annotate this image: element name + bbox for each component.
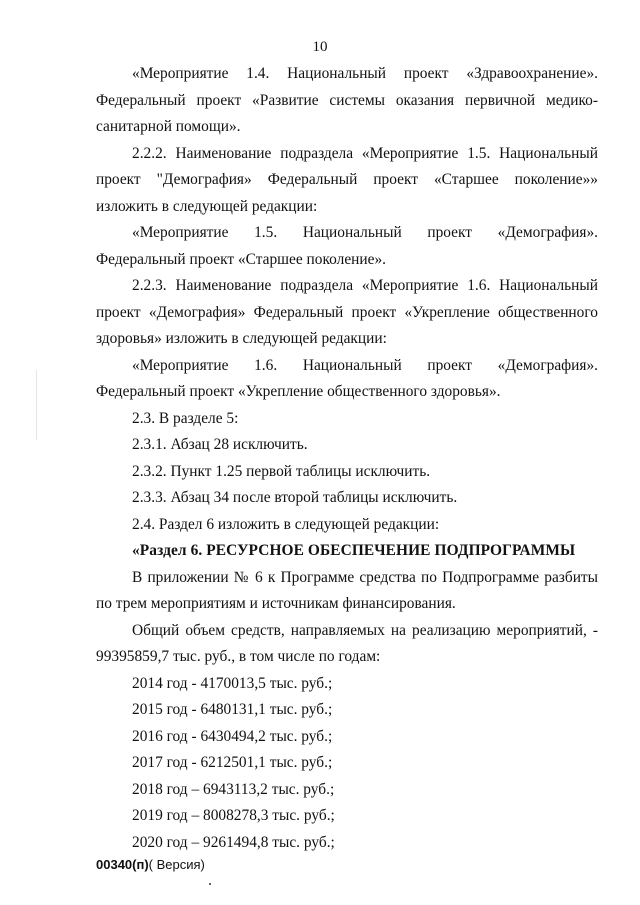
paragraph-3: «Мероприятие 1.5. Национальный проект «Демография». Федеральный проект «Старшее поколение».: [96, 224, 598, 268]
document-body: [96, 61, 598, 856]
year-line-2020: 2020 год – 9261494,8 тыс. руб.;: [132, 833, 335, 851]
scan-dot: [209, 883, 211, 885]
paragraph-2: 2.2.2. Наименование подраздела «Мероприятие 1.5. Национальный проект "Демография» Федеральный проект «Старшее поколение»» изложить в следующей редакции:: [96, 144, 598, 215]
paragraph-8: 2.3.2. Пункт 1.25 первой таблицы исключить.: [132, 462, 431, 480]
section-heading: «Раздел 6. РЕСУРСНОЕ ОБЕСПЕЧЕНИЕ ПОДПРОГРАММЫ: [132, 542, 576, 559]
scan-margin-mark: [36, 370, 37, 440]
paragraph-13: Общий объем средств, направляемых на реализацию мероприятий, - 99395859,7 тыс. руб., в том числе по годам:: [96, 621, 598, 665]
paragraph-5: «Мероприятие 1.6. Национальный проект «Демография». Федеральный проект «Укрепление общественного здоровья».: [96, 356, 598, 400]
year-line-2015: 2015 год - 6480131,1 тыс. руб.;: [132, 701, 333, 718]
document-code: 00340(п): [96, 857, 149, 872]
paragraph-1: «Мероприятие 1.4. Национальный проект «Здравоохранение». Федеральный проект «Развитие системы оказания первичной медико-санитарной помощи».: [96, 65, 598, 135]
year-line-2017: 2017 год - 6212501,1 тыс. руб.;: [132, 754, 333, 771]
paragraph-9: 2.3.3. Абзац 34 после второй таблицы исключить.: [132, 489, 458, 506]
paragraph-10: 2.4. Раздел 6 изложить в следующей редакции:: [132, 515, 440, 533]
year-line-2016: 2016 год - 6430494,2 тыс. руб.;: [132, 727, 333, 745]
document-footer: [96, 857, 205, 873]
paragraph-7: 2.3.1. Абзац 28 исключить.: [132, 436, 308, 453]
paragraph-4: 2.2.3. Наименование подраздела «Мероприятие 1.6. Национальный проект «Демография» Федеральный проект «Укрепление общественного здоровья» изложить в следующей редакции:: [96, 277, 598, 347]
page-number: 10: [312, 39, 328, 55]
paragraph-6: 2.3. В разделе 5:: [132, 409, 239, 427]
year-line-2014: 2014 год - 4170013,5 тыс. руб.;: [132, 674, 333, 692]
year-line-2019: 2019 год – 8008278,3 тыс. руб.;: [132, 807, 335, 824]
paragraph-12: В приложении № 6 к Программе средства по Подпрограмме разбиты по трем мероприятиям и источникам финансирования.: [96, 568, 598, 612]
version-label: ( Версия): [148, 857, 205, 872]
year-line-2018: 2018 год – 6943113,2 тыс. руб.;: [132, 780, 335, 798]
